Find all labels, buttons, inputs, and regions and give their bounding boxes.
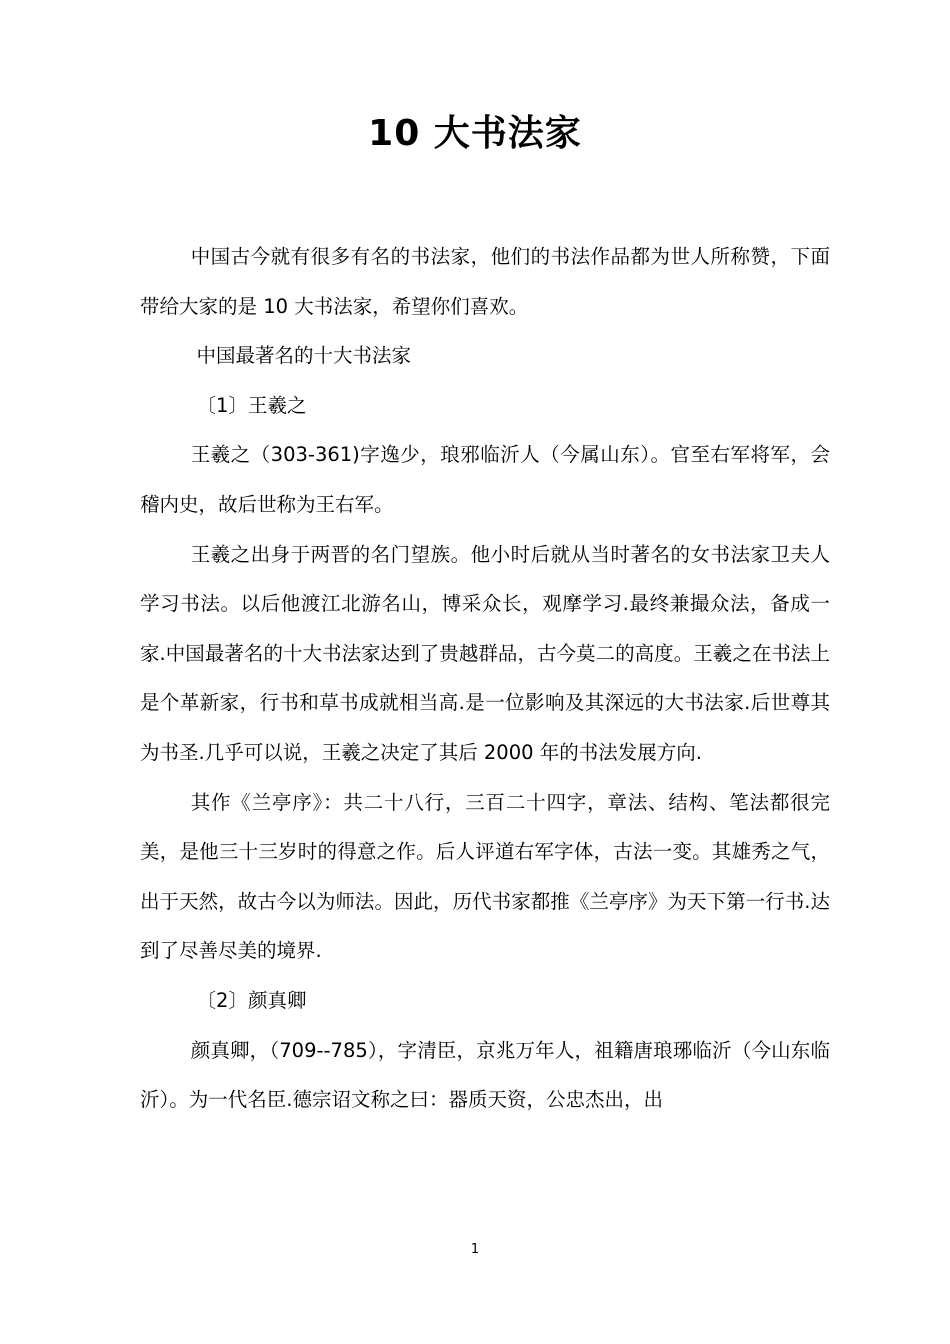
document-title: 10 大书法家 <box>368 113 582 154</box>
subheading-wang-xizhi: 〔1〕王羲之 <box>196 393 307 417</box>
paragraph-yan-zhenqing-bio: 颜真卿，（709--785），字清臣，京兆万年人，祖籍唐琅琊临沂（今山东临沂）。为一代名臣.德宗诏文称之曰：器质天资，公忠杰出，出 <box>140 1038 830 1112</box>
page-number: 1 <box>470 1242 480 1257</box>
paragraph-wang-xizhi-background: 王羲之出身于两晋的名门望族。他小时后就从当时著名的女书法家卫夫人学习书法。以后他渡江北游名山，博采众长，观摩学习.最终兼撮众法，备成一家.中国最著名的十大书法家达到了贵越群品，古今莫二的高度。王羲之在书法上是个革新家，行书和草书成就相当高.是一位影响及其深远的大书法家.后世尊其为书圣.几乎可以说，王羲之决定了其后 2000 年的书法发展方向. <box>140 542 830 764</box>
section-heading: 中国最著名的十大书法家 <box>196 344 412 368</box>
subheading-yan-zhenqing: 〔2〕颜真卿 <box>196 988 307 1012</box>
intro-paragraph: 中国古今就有很多有名的书法家，他们的书法作品都为世人所称赞，下面带给大家的是 10 大书法家，希望你们喜欢。 <box>140 245 830 318</box>
paragraph-lanting-xu: 其作《兰亭序》：共二十八行，三百二十四字，章法、结构、笔法都很完美，是他三十三岁时的得意之作。后人评道右军字体，古法一变。其雄秀之气，出于天然，故古今以为师法。因此，历代书家都推《兰亭序》为天下第一行书.达到了尽善尽美的境界. <box>140 790 830 963</box>
paragraph-wang-xizhi-bio: 王羲之（303-361)字逸少，琅邪临沂人（今属山东）。官至右军将军，会稽内史，故后世称为王右军。 <box>140 443 830 516</box>
document-body <box>140 232 830 1125</box>
